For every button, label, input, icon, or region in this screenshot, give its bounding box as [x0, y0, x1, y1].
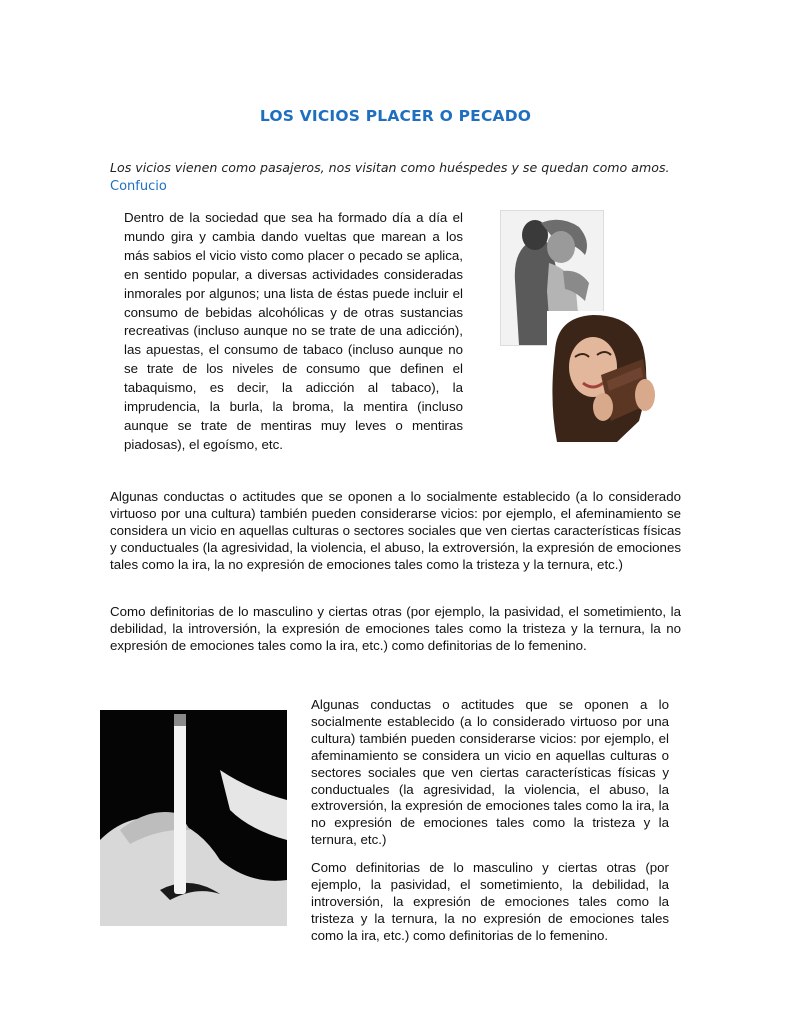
page-title: LOS VICIOS PLACER O PECADO [259, 107, 532, 125]
paragraph-definitorias-repeat: Como definitorias de lo masculino y ciertas otras (por ejemplo, la pasividad, el sometimiento, la debilidad, la introversión, la expresión de emociones tales como la tristeza y la ternura, la no expresión de emociones tales como la ira, etc.) como definitorias de lo femenino. [311, 860, 669, 943]
paragraph-conductas-repeat: Algunas conductas o actitudes que se oponen a lo socialmente establecido (a lo considerado virtuoso por una cultura) también pueden considerarse vicios: por ejemplo, el afeminamiento se considera un vicio en aquellas culturas o sectores sociales que ven ciertas características físicas y conductuales (la agresividad, la violencia, el abuso, la extroversión, la expresión de emociones tales como la ira, la no expresión de emociones tales como la tristeza y la ternura, etc.) [311, 697, 669, 848]
epigraph-author: Confucio [110, 179, 167, 194]
paragraph-definitorias: Como definitorias de lo masculino y ciertas otras (por ejemplo, la pasividad, el sometimiento, la debilidad, la introversión, la expresión de emociones tales como la tristeza y la ternura, la no expresión de emociones tales como la ira, etc.) como definitorias de lo femenino. [110, 604, 681, 653]
epigraph-quote: Los vicios vienen como pasajeros, nos visitan como huéspedes y se quedan como amos. [110, 160, 670, 175]
chocolate-woman-photo [547, 311, 656, 442]
cigarette-photo [100, 710, 287, 926]
paragraph-conductas: Algunas conductas o actitudes que se oponen a lo socialmente establecido (a lo considerado virtuoso por una cultura) también pueden considerarse vicios: por ejemplo, el afeminamiento se considera un vicio en aquellas culturas o sectores sociales que ven ciertas características físicas y conductuales (la agresividad, la violencia, el abuso, la extroversión, la expresión de emociones tales como la ira, la no expresión de emociones tales como la tristeza y la ternura, etc.) [110, 489, 681, 572]
paragraph-intro: Dentro de la sociedad que sea ha formado día a día el mundo gira y cambia dando vueltas que marean a los más sabios el vicio visto como placer o pecado se aplica, en sentido popular, a diversas actividades consideradas inmorales por algunos; una lista de éstas puede incluir el consumo de bebidas alcohólicas y de otras sustancias recreativas (incluso aunque no se trate de una adicción), las apuestas, el consumo de tabaco (incluso aunque no se trate de los niveles de consumo que definen el tabaquismo, es decir, la adicción al tabaco), la imprudencia, la burla, la broma, la mentira (incluso aunque se trate de mentiras muy leves o mentiras piadosas), el egoísmo, etc. [124, 210, 463, 452]
